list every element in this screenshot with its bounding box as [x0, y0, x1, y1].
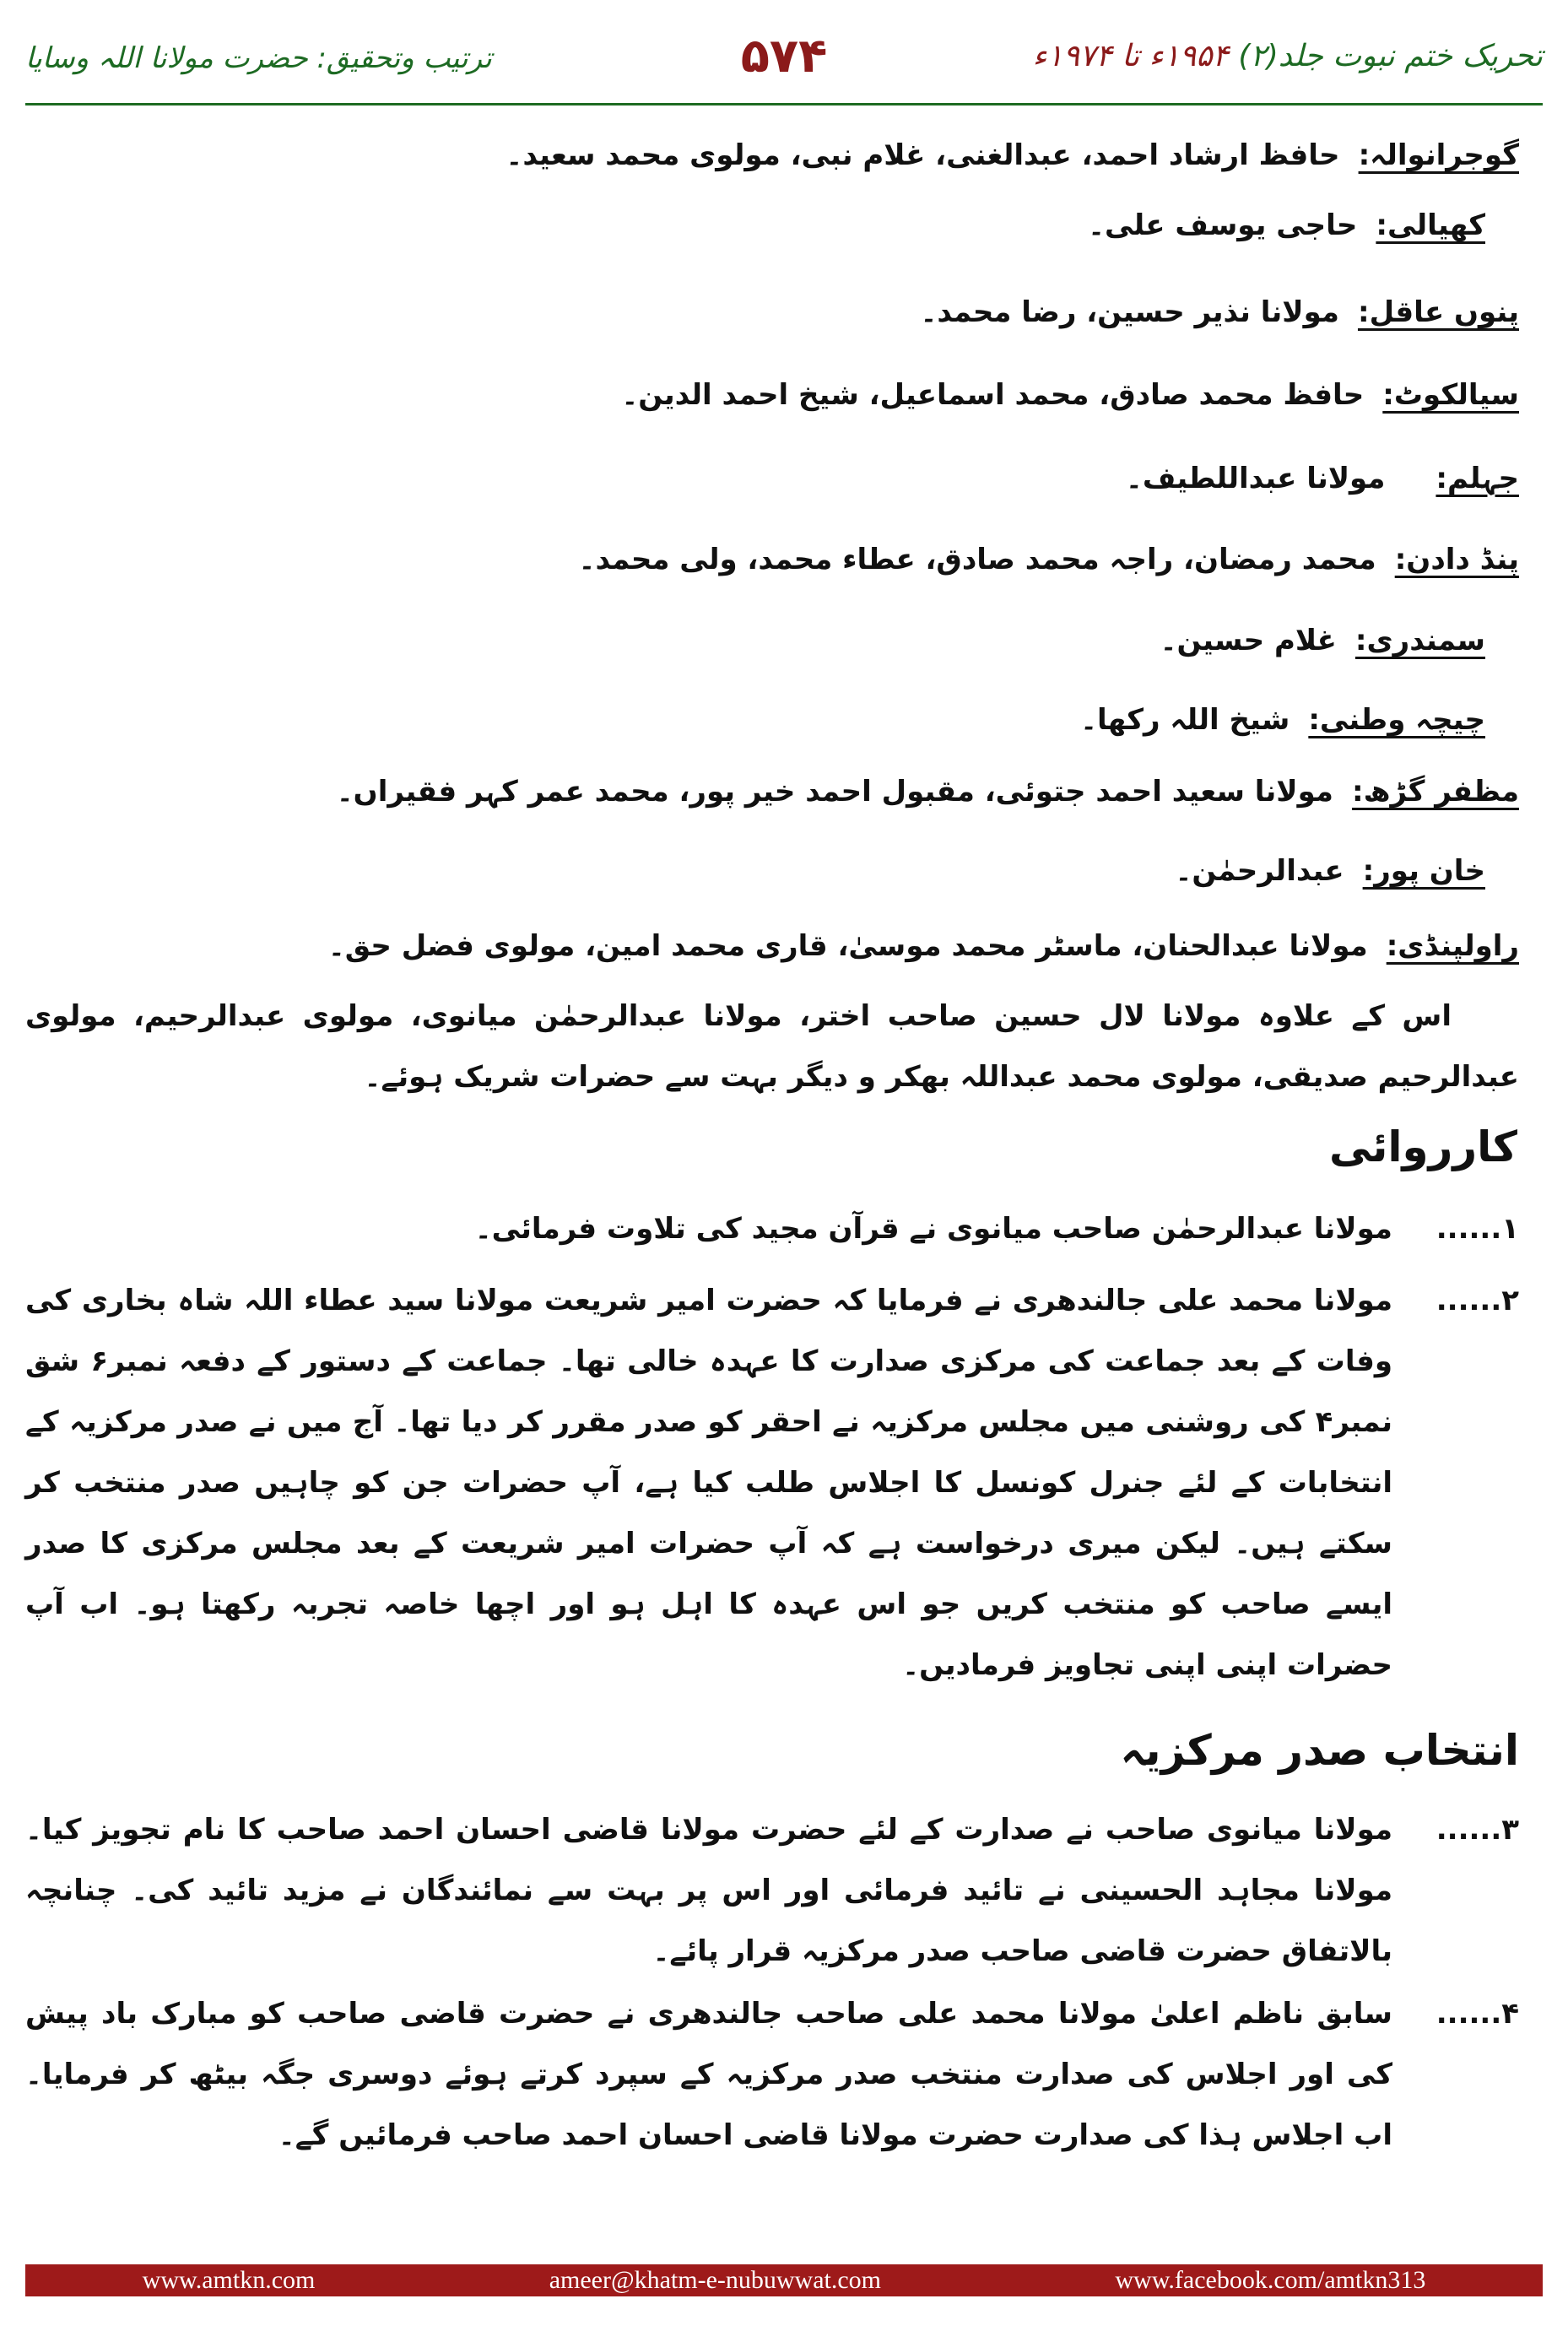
item-text: سابق ناظم اعلیٰ مولانا محمد علی صاحب جالندھری نے حضرت قاضی صاحب کو مبارک باد پیش کی اور اجلاس کی صدارت منتخب صدر مرکزیہ کے سپرد کرتے ہوئے دوسری جگہ بیٹھ کر فرمایا۔ اب اجلاس ہذا کی صدارت حضرت مولانا قاضی احسان احمد صاحب فرمائیں گے۔	[25, 1997, 1392, 2152]
section-heading-election: انتخاب صدر مرکزیہ	[1120, 1726, 1519, 1775]
numbered-item	[25, 1198, 1519, 1259]
item-text: مولانا محمد علی جالندھری نے فرمایا کہ حضرت امیر شریعت مولانا سید عطاء اللہ شاہ بخاری کی وفات کے بعد جماعت کی مرکزی صدارت کا عہدہ خالی تھا۔ جماعت کے دستور کے دفعہ نمبر۶ شق نمبر۴ کی روشنی میں مجلس مرکزیہ نے احقر کو صدر مقرر کر دیا تھا۔ آج میں نے صدر مرکزیہ کے انتخابات کے لئے جنرل کونسل کا اجلاس طلب کیا ہے، آپ حضرات جن کو چاہیں صدر منتخب کر سکتے ہیں۔ لیکن میری درخواست ہے کہ آپ حضرات امیر شریعت کے بعد مجلس مرکزی کا صدر ایسے صاحب کو منتخب کریں جو اس عہدہ کا اہل ہو اور اچھا خاصہ تجربہ رکھتا ہو۔ اب آپ حضرات اپنی اپنی تجاویز فرمادیں۔	[25, 1284, 1392, 1682]
district-names: مولانا سعید احمد جتوئی، مقبول احمد خیر پور، محمد عمر کہر فقیراں۔	[336, 775, 1333, 809]
item-number: ۱......	[1436, 1212, 1519, 1246]
district-names: غلام حسین۔	[1160, 624, 1337, 657]
item-text: مولانا عبدالرحمٰن صاحب میانوی نے قرآن مجید کی تلاوت فرمائی۔	[474, 1212, 1392, 1246]
district-label: راولپنڈی:	[1386, 929, 1519, 963]
book-title	[1032, 39, 1543, 73]
district-names: حافظ محمد صادق، محمد اسماعیل، شیخ احمد الدین۔	[621, 378, 1365, 412]
district-label: پنڈ دادن:	[1394, 543, 1519, 576]
district-names: حافظ ارشاد احمد، عبدالغنی، غلام نبی، مولوی محمد سعید۔	[506, 138, 1340, 172]
page-header	[25, 29, 1543, 91]
district-label: کھیالی:	[1376, 208, 1485, 242]
numbered-item	[25, 1799, 1519, 1982]
district-label: گوجرانوالہ:	[1358, 138, 1519, 172]
numbered-item	[25, 1983, 1519, 2166]
section-heading-proceedings: کارروائی	[1329, 1122, 1517, 1171]
district-row	[49, 853, 1485, 888]
district-names: مولانا عبدالحنان، ماسٹر محمد موسیٰ، قاری محمد امین، مولوی فضل حق۔	[327, 929, 1368, 963]
district-label: سمندری:	[1354, 624, 1485, 657]
website-link[interactable]: www.amtkn.com	[142, 2266, 316, 2294]
district-row	[49, 461, 1519, 495]
page-footer	[25, 2264, 1543, 2296]
district-row	[49, 377, 1519, 412]
email-link[interactable]: ameer@khatm-e-nubuwwat.com	[549, 2266, 882, 2294]
item-text: مولانا میانوی صاحب نے صدارت کے لئے حضرت مولانا قاضی احسان احمد صاحب کا نام تجویز کیا۔ مولانا مجاہد الحسینی نے تائید فرمائی اور اس پر بہت سے نمائندگان نے مزید تائید کی۔ چنانچہ بالاتفاق حضرت قاضی صاحب صدر مرکزیہ قرار پائے۔	[25, 1813, 1392, 1968]
district-names: مولانا نذیر حسین، رضا محمد۔	[920, 295, 1339, 329]
district-label: سیالکوٹ:	[1382, 378, 1519, 412]
item-number: ۲......	[1436, 1284, 1519, 1317]
district-row	[49, 774, 1519, 809]
district-row	[49, 208, 1485, 242]
facebook-link[interactable]: www.facebook.com/amtkn313	[1115, 2266, 1426, 2294]
district-label: جہلم:	[1436, 462, 1519, 495]
book-title-text: تحریک ختم نبوت جلد(۲)	[1238, 39, 1543, 73]
numbered-item	[25, 1270, 1519, 1696]
district-row	[49, 138, 1519, 172]
district-names: حاجی یوسف علی۔	[1088, 208, 1358, 242]
item-number: ۳......	[1436, 1813, 1519, 1847]
item-number: ۴......	[1436, 1997, 1519, 2031]
page-number: ۵۷۴	[740, 29, 828, 84]
district-names: مولانا عبداللطیف۔	[1125, 462, 1386, 495]
district-names: عبدالرحمٰن۔	[1175, 854, 1344, 888]
district-row	[49, 295, 1519, 329]
intro-paragraph: اس کے علاوہ مولانا لال حسین صاحب اختر، مولانا عبدالرحمٰن میانوی، مولوی عبدالرحیم، مولوی عبدالرحیم صدیقی، مولوی محمد عبداللہ بھکر و دیگر بہت سے حضرات شریک ہوئے۔	[25, 999, 1519, 1094]
district-names: محمد رمضان، راجہ محمد صادق، عطاء محمد، ولی محمد۔	[578, 543, 1376, 576]
district-names: شیخ اللہ رکھا۔	[1080, 703, 1290, 737]
district-row	[49, 702, 1485, 737]
book-years: ۱۹۵۴ء تا ۱۹۷۴ء	[1032, 39, 1229, 73]
header-divider	[25, 103, 1543, 105]
compiler-credit: ترتیب وتحقیق: حضرت مولانا اللہ وسایا	[25, 41, 492, 75]
district-row	[49, 928, 1519, 963]
district-row	[49, 623, 1485, 657]
district-label: مظفر گڑھ:	[1351, 775, 1519, 809]
district-label: خان پور:	[1362, 854, 1485, 888]
district-label: چیچہ وطنی:	[1308, 703, 1485, 737]
district-row	[49, 542, 1519, 576]
district-label: پنوں عاقل:	[1357, 295, 1519, 329]
